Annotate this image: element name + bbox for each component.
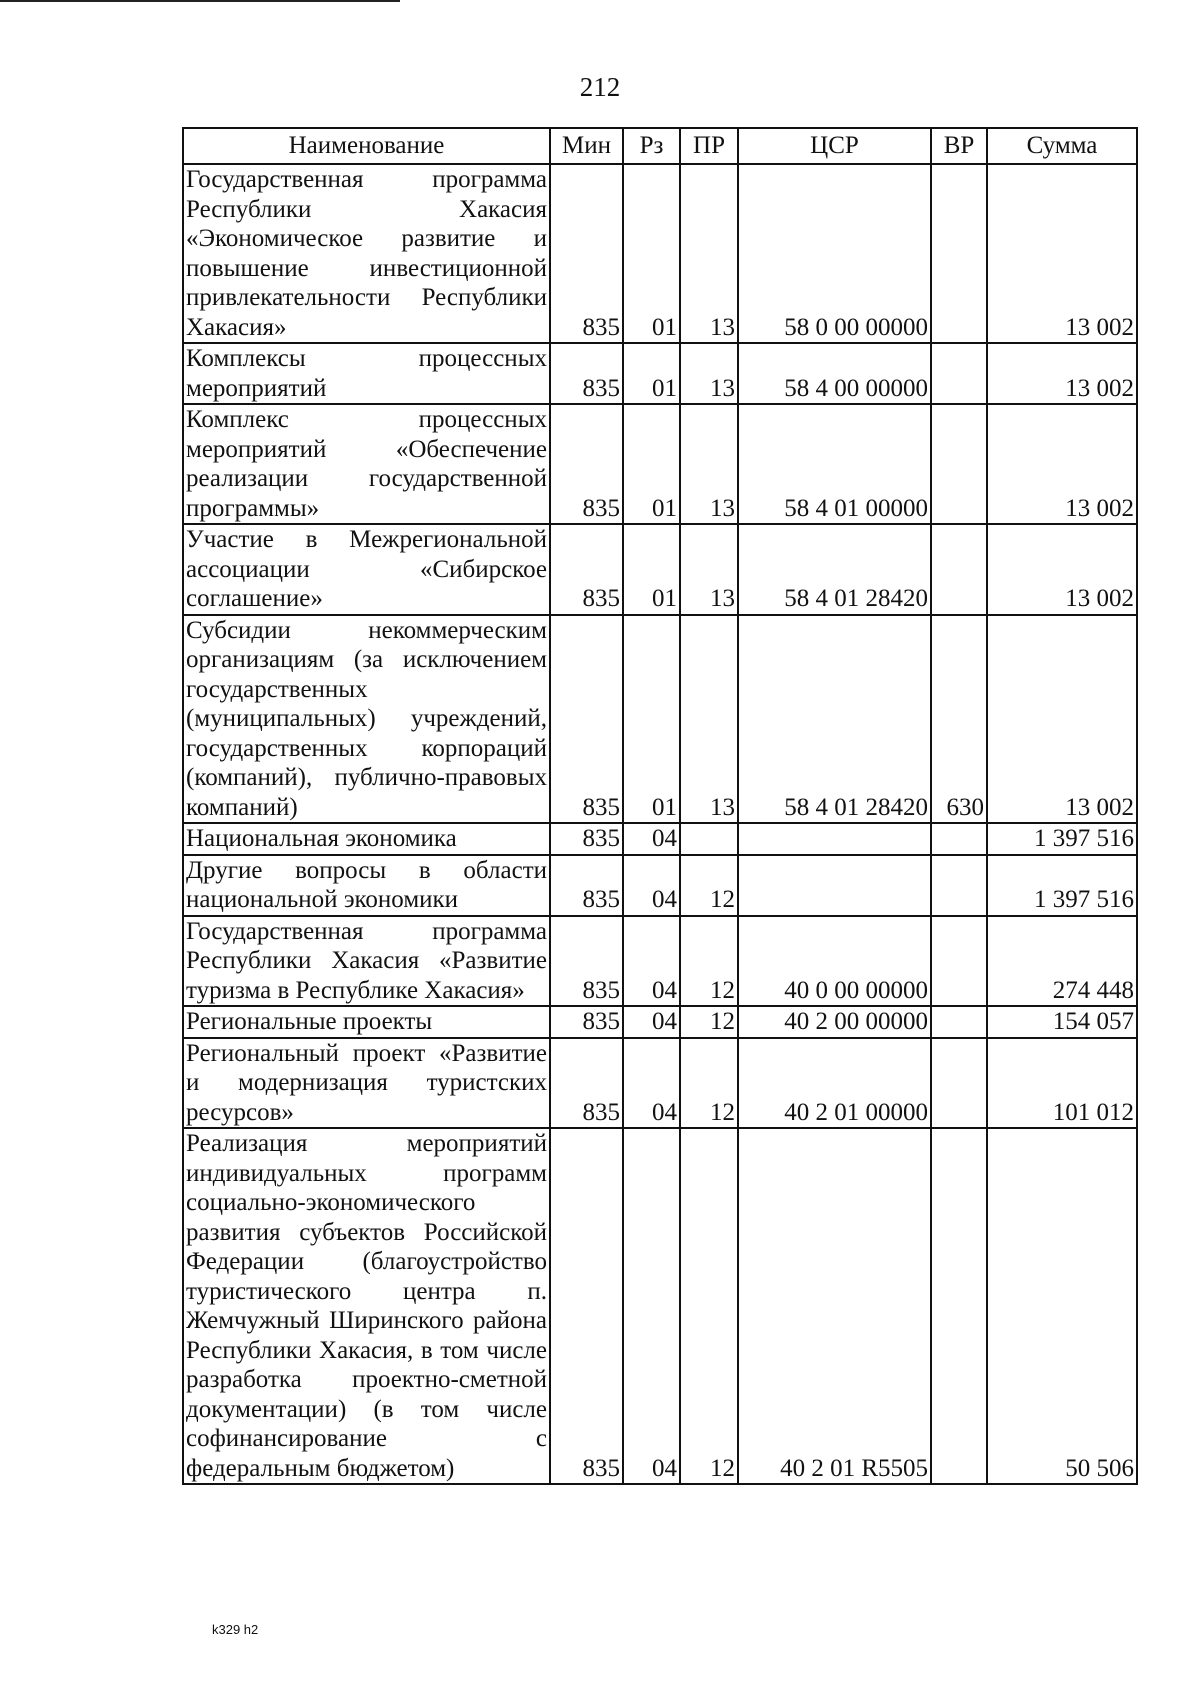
row-csr: 58 4 01 28420 — [738, 615, 931, 824]
row-csr: 58 0 00 00000 — [738, 164, 931, 343]
row-rz: 04 — [623, 823, 680, 855]
table-row — [183, 524, 1137, 615]
row-name: Государственная программа Республики Хакасия «Экономическое развитие и повышение инвестиционной привлекательности Республики Хакасия» — [183, 164, 550, 343]
header-rz: Рз — [623, 128, 680, 164]
header-min: Мин — [550, 128, 623, 164]
table-row — [183, 404, 1137, 524]
row-csr: 58 4 01 00000 — [738, 404, 931, 524]
row-csr: 40 2 01 R5505 — [738, 1128, 931, 1484]
table-row — [183, 855, 1137, 916]
row-name: Комплекс процессных мероприятий «Обеспечение реализации государственной программы» — [183, 404, 550, 524]
row-min: 835 — [550, 823, 623, 855]
row-name: Государственная программа Республики Хакасия «Развитие туризма в Республике Хакасия» — [183, 916, 550, 1007]
row-vr — [931, 916, 987, 1007]
row-min: 835 — [550, 164, 623, 343]
row-rz: 01 — [623, 404, 680, 524]
row-sum: 13 002 — [987, 404, 1137, 524]
row-rz: 01 — [623, 343, 680, 404]
row-min: 835 — [550, 855, 623, 916]
row-pr: 12 — [680, 916, 738, 1007]
page-number: 212 — [579, 72, 621, 102]
table-row — [183, 1038, 1137, 1129]
row-name: Субсидии некоммерческим организациям (за исключением государственных (муниципальных) учреждений, государственных корпораций (компаний), публично-правовых компаний) — [183, 615, 550, 824]
row-csr: 40 2 01 00000 — [738, 1038, 931, 1129]
table-row — [183, 916, 1137, 1007]
row-vr — [931, 855, 987, 916]
row-pr — [680, 823, 738, 855]
row-csr: 40 2 00 00000 — [738, 1006, 931, 1038]
table-row — [183, 823, 1137, 855]
row-csr: 58 4 00 00000 — [738, 343, 931, 404]
header-pr: ПР — [680, 128, 738, 164]
row-sum: 1 397 516 — [987, 855, 1137, 916]
row-csr: 40 0 00 00000 — [738, 916, 931, 1007]
row-sum: 13 002 — [987, 524, 1137, 615]
row-csr — [738, 855, 931, 916]
row-pr: 13 — [680, 615, 738, 824]
row-sum: 101 012 — [987, 1038, 1137, 1129]
row-pr: 13 — [680, 164, 738, 343]
row-sum: 274 448 — [987, 916, 1137, 1007]
row-vr — [931, 524, 987, 615]
row-vr — [931, 1038, 987, 1129]
row-vr — [931, 164, 987, 343]
row-csr: 58 4 01 28420 — [738, 524, 931, 615]
row-rz: 01 — [623, 164, 680, 343]
row-name: Национальная экономика — [183, 823, 550, 855]
header-name: Наименование — [183, 128, 550, 164]
row-rz: 04 — [623, 916, 680, 1007]
row-vr — [931, 1128, 987, 1484]
row-pr: 12 — [680, 855, 738, 916]
row-min: 835 — [550, 1006, 623, 1038]
table-row — [183, 1128, 1137, 1484]
top-rule — [0, 0, 400, 2]
row-name: Участие в Межрегиональной ассоциации «Сибирское соглашение» — [183, 524, 550, 615]
row-vr — [931, 823, 987, 855]
budget-table — [182, 127, 1138, 1485]
row-min: 835 — [550, 1038, 623, 1129]
row-pr: 12 — [680, 1128, 738, 1484]
row-rz: 04 — [623, 1128, 680, 1484]
row-pr: 13 — [680, 524, 738, 615]
row-rz: 01 — [623, 615, 680, 824]
row-vr — [931, 343, 987, 404]
row-vr — [931, 404, 987, 524]
row-pr: 12 — [680, 1006, 738, 1038]
row-vr — [931, 1006, 987, 1038]
row-min: 835 — [550, 343, 623, 404]
table-row — [183, 164, 1137, 343]
row-name: Региональный проект «Развитие и модернизация туристских ресурсов» — [183, 1038, 550, 1129]
row-min: 835 — [550, 916, 623, 1007]
row-name: Реализация мероприятий индивидуальных программ социально-экономического развития субъектов Российской Федерации (благоустройство туристического центра п. Жемчужный Ширинского района Республики Хакасия, в том числе разработка проектно-сметной документации) (в том числе софинансирование с федеральным бюджетом) — [183, 1128, 550, 1484]
row-min: 835 — [550, 615, 623, 824]
header-vr: ВР — [931, 128, 987, 164]
row-pr: 13 — [680, 404, 738, 524]
row-name: Другие вопросы в области национальной экономики — [183, 855, 550, 916]
table-row — [183, 343, 1137, 404]
row-sum: 154 057 — [987, 1006, 1137, 1038]
row-min: 835 — [550, 524, 623, 615]
row-min: 835 — [550, 1128, 623, 1484]
row-rz: 04 — [623, 1038, 680, 1129]
row-vr: 630 — [931, 615, 987, 824]
row-rz: 04 — [623, 855, 680, 916]
row-csr — [738, 823, 931, 855]
table-header-row — [183, 128, 1137, 164]
table-row — [183, 615, 1137, 824]
row-pr: 12 — [680, 1038, 738, 1129]
row-sum: 13 002 — [987, 164, 1137, 343]
row-name: Региональные проекты — [183, 1006, 550, 1038]
footer-code: k329 h2 — [212, 1622, 259, 1637]
header-csr: ЦСР — [738, 128, 931, 164]
table-row — [183, 1006, 1137, 1038]
row-sum: 50 506 — [987, 1128, 1137, 1484]
row-min: 835 — [550, 404, 623, 524]
row-rz: 01 — [623, 524, 680, 615]
row-pr: 13 — [680, 343, 738, 404]
header-sum: Сумма — [987, 128, 1137, 164]
row-sum: 13 002 — [987, 343, 1137, 404]
row-name: Комплексы процессных мероприятий — [183, 343, 550, 404]
row-sum: 1 397 516 — [987, 823, 1137, 855]
row-rz: 04 — [623, 1006, 680, 1038]
row-sum: 13 002 — [987, 615, 1137, 824]
